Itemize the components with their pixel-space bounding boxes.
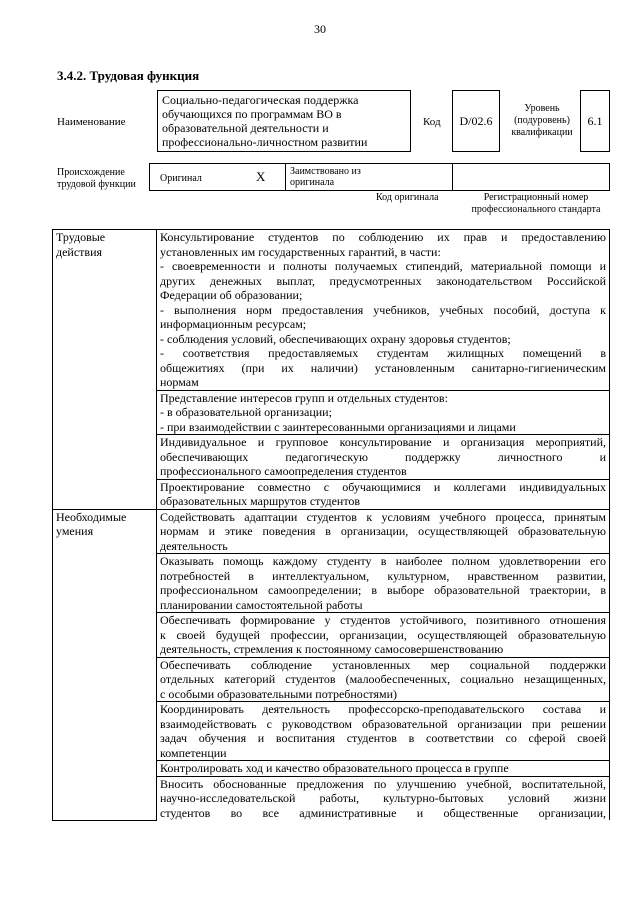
function-name-line: образовательной деятельности и <box>162 121 329 135</box>
cell-line: компетенции <box>160 745 227 760</box>
page-number: 30 <box>314 22 326 36</box>
cell-line: Обеспечивать соблюдение установленных мер социальной поддержки <box>160 657 606 672</box>
cell-line: профессионального самоопределения студентов <box>160 464 407 478</box>
cell-line: - выполнения норм предоставления учебников, учебных пособий, доступа к <box>160 302 606 317</box>
cell-line: образовательных маршрутов студентов <box>160 494 361 508</box>
skill-cell <box>157 657 610 702</box>
borrowed-label-line: Заимствовано из <box>290 166 361 177</box>
name-label: Наименование <box>57 116 126 128</box>
skills-label: Необходимые умения <box>53 509 157 820</box>
cell-line: Индивидуальное и групповое консультирование и организация мероприятий, <box>160 435 606 449</box>
cell-line: профессиональном самоопределении; в выборе образовательной траектории, в <box>160 583 606 597</box>
cell-line: Представление интересов групп и отдельных студентов: <box>160 390 448 405</box>
labor-actions-label: Трудовые действия <box>53 230 157 510</box>
cell-line: Обеспечивать формирование у студентов устойчивого, позитивного отношения <box>160 613 606 627</box>
cell-line: деятельность <box>160 538 228 553</box>
cell-line: общежитиях (при их наличии) установленным санитарно-гигиеническим <box>160 360 606 375</box>
level-label-line: (подуровень) <box>514 115 570 126</box>
level-value: 6.1 <box>580 90 610 152</box>
original-mark: X <box>256 169 266 184</box>
function-name-line: обучающихся по программам ВО в <box>162 107 342 121</box>
skill-cell <box>157 554 610 613</box>
cell-line: информационным ресурсам; <box>160 317 307 331</box>
cell-line: научно-исследовательской работы, культурно-бытовых условий жизни <box>160 791 606 805</box>
level-label <box>507 103 577 139</box>
cell-line: взаимодействовать с руководством образовательной организации при решении <box>160 716 606 731</box>
level-label-line: Уровень <box>524 103 560 114</box>
cell-line: Содействовать адаптации студентов к условиям учебного процесса, принятым <box>160 509 606 524</box>
cell-line: нормам <box>160 375 199 389</box>
reg-number-caption-line: Регистрационный номер <box>483 192 589 203</box>
table-row <box>53 509 610 554</box>
original-label: Оригинал <box>160 173 202 184</box>
cell-line: обеспечивающих педагогическую поддержку личностного и <box>160 449 606 464</box>
table-row <box>53 230 610 391</box>
cell-line: с особыми образовательными потребностями) <box>160 686 398 701</box>
cell-line: к своей будущей профессии, организации, осуществляющей образовательную <box>160 627 606 642</box>
function-name-line: профессионально-личностном развитии <box>162 135 368 149</box>
skill-cell <box>157 613 610 658</box>
labor-action-cell <box>157 479 610 509</box>
cell-line: Оказывать помощь каждому студенту в наиболее полном удовлетворении его <box>160 554 606 568</box>
origin-row <box>149 163 610 191</box>
function-name-box <box>157 90 411 152</box>
origin-label-line: Происхождение <box>57 167 125 178</box>
section-title: 3.4.2. Трудовая функция <box>57 68 200 83</box>
borrowed-label <box>290 166 361 188</box>
origin-label <box>57 167 136 191</box>
cell-line: - в образовательной организации; <box>160 405 332 419</box>
cell-line: - при взаимодействии с заинтересованными организациями и лицами <box>160 419 516 434</box>
reg-number-caption <box>461 192 611 216</box>
cell-line: Вносить обоснованные предложения по улучшению учебной, воспитательной, <box>160 776 606 791</box>
cell-line: - своевременности и полноты получаемых стипендий, материальной помощи и <box>160 259 606 273</box>
function-name-line: Социально-педагогическая поддержка <box>162 93 359 107</box>
labor-action-cell <box>157 230 610 391</box>
skill-cell <box>157 702 610 761</box>
cell-line: Координировать деятельность профессорско-преподавательского состава и <box>160 702 606 716</box>
cell-line: отдельных категорий студентов (малообеспеченных, социально незащищенных, <box>160 672 606 686</box>
cell-line: других денежных выплат, предусмотренных законодательством Российской <box>160 273 606 288</box>
labor-action-cell <box>157 390 610 435</box>
cell-line: деятельность, стремления к постоянному самосовершенствованию <box>160 642 504 656</box>
reg-number-caption-line: профессионального стандарта <box>471 204 601 215</box>
labor-action-cell <box>157 435 610 480</box>
cell-line: - соответствия предоставляемых студентам жилищных помещений в <box>160 346 606 360</box>
skill-cell <box>157 776 610 820</box>
cell-line: нормам и этике поведения в организации, осуществляющей образовательную <box>160 524 606 538</box>
cell-line: задач обучения и воспитания студентов в соответствии со сферой своей <box>160 731 606 745</box>
code-value: D/02.6 <box>452 90 500 152</box>
borrowed-label-line: оригинала <box>290 177 335 188</box>
cell-line: студентов во все административные и общественные организации, <box>160 805 606 820</box>
cell-line: установленных им государственных гарантий, в части: <box>160 244 441 259</box>
skill-cell <box>157 761 610 777</box>
cell-line: потребностей в интеллектуальном, культурном, нравственном развитии, <box>160 568 606 583</box>
cell-line: - соблюдения условий, обеспечивающих охрану здоровья студентов; <box>160 331 511 346</box>
code-label: Код <box>423 116 441 128</box>
function-table <box>52 229 610 821</box>
original-code-caption: Код оригинала <box>376 192 439 203</box>
cell-line: Контролировать ход и качество образовательного процесса в группе <box>160 761 509 775</box>
cell-line: Консультирование студентов по соблюдению их прав и предоставлению <box>160 230 606 244</box>
skill-cell <box>157 509 610 554</box>
cell-line: Проектирование совместно с обучающимися и коллегами индивидуальных <box>160 479 606 494</box>
level-label-line: квалификации <box>511 127 573 138</box>
cell-line: Федерации об образовании; <box>160 288 303 302</box>
cell-line: планировании самостоятельной работы <box>160 597 363 612</box>
origin-label-line: трудовой функции <box>57 179 136 190</box>
